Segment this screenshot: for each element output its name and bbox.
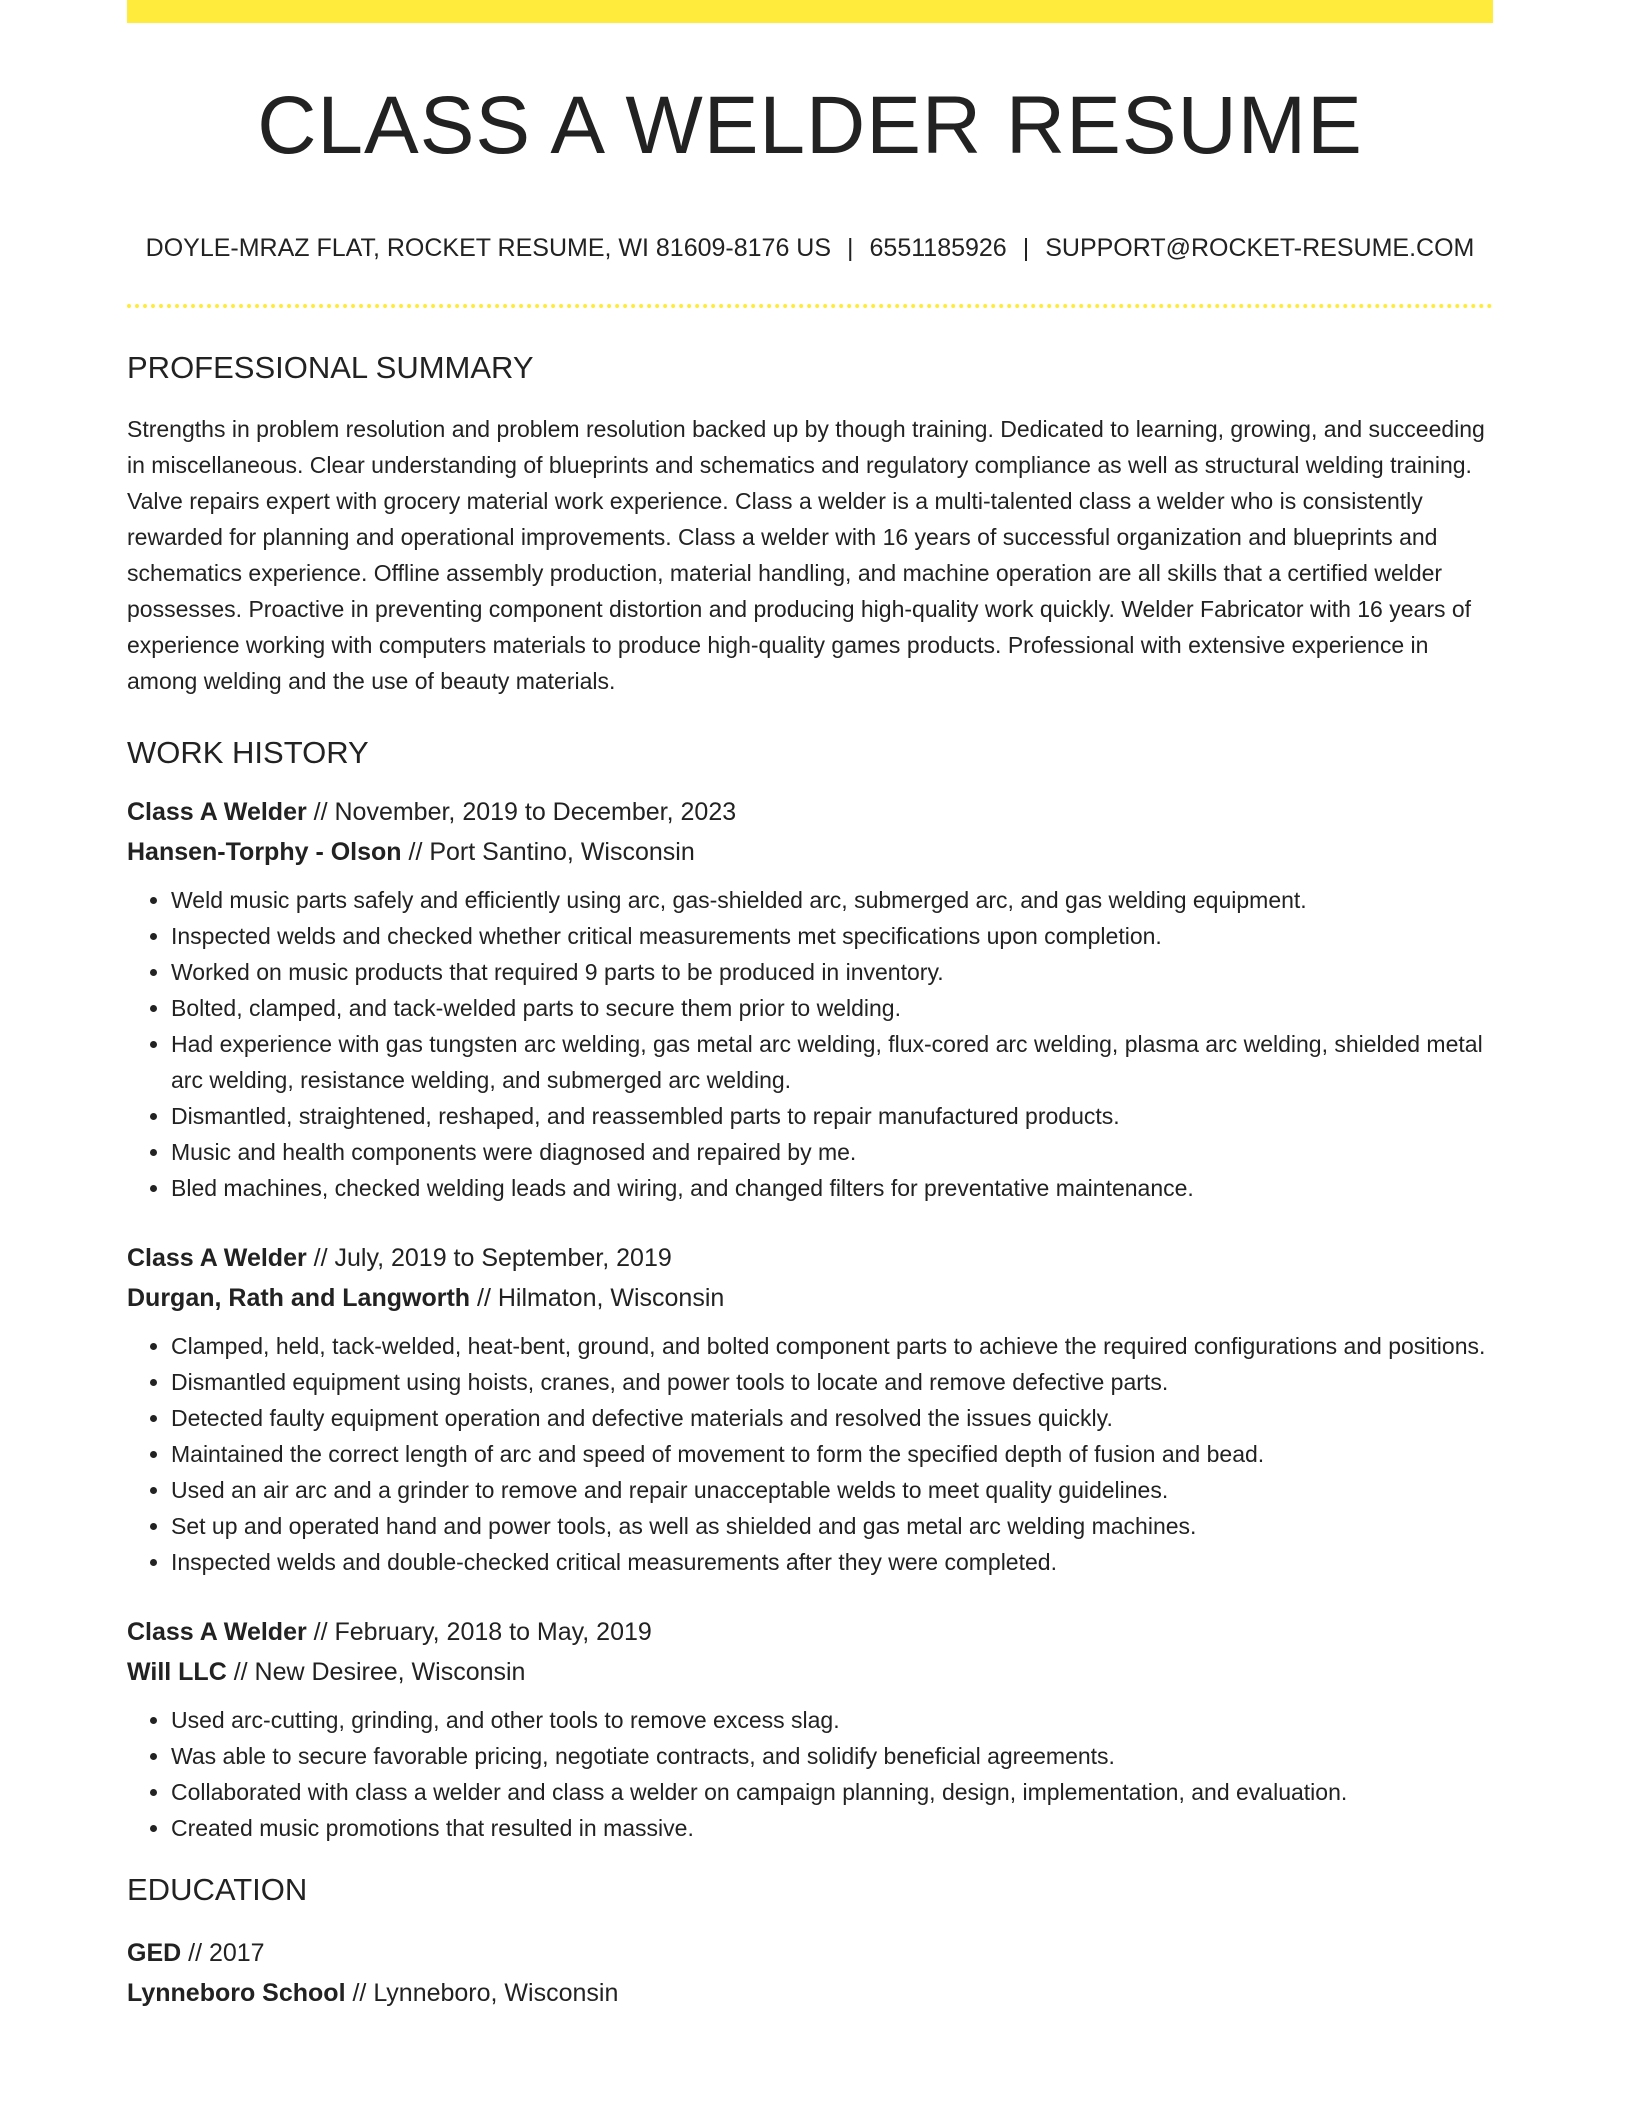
education-heading: EDUCATION <box>127 1871 308 1907</box>
job-bullet: • Detected faulty equipment operation and defective materials and resolved the issues quickly. <box>171 1400 1493 1436</box>
job-bullets <box>127 1328 1493 1580</box>
job-bullet: • Had experience with gas tungsten arc welding, gas metal arc welding, flux-cored arc welding, plasma arc welding, shielded metal arc welding, resistance welding, and submerged arc welding. <box>171 1026 1493 1098</box>
job-bullet: • Collaborated with class a welder and class a welder on campaign planning, design, implementation, and evaluation. <box>171 1774 1493 1810</box>
job-bullet: • Used an air arc and a grinder to remove and repair unacceptable welds to meet quality guidelines. <box>171 1472 1493 1508</box>
job-bullet: • Music and health components were diagnosed and repaired by me. <box>171 1134 1493 1170</box>
accent-top-bar <box>127 0 1493 23</box>
job-entry <box>127 1612 1493 1846</box>
job-bullet: • Weld music parts safely and efficiently using arc, gas-shielded arc, submerged arc, and gas welding equipment. <box>171 882 1493 918</box>
job-bullet: • Clamped, held, tack-welded, heat-bent, ground, and bolted component parts to achieve the required configurations and positions. <box>171 1328 1493 1364</box>
job-bullet: • Used arc-cutting, grinding, and other tools to remove excess slag. <box>171 1702 1493 1738</box>
job-title-line <box>127 792 1493 832</box>
job-bullet: • Created music promotions that resulted in massive. <box>171 1810 1493 1846</box>
job-bullets <box>127 1702 1493 1846</box>
job-bullet: • Maintained the correct length of arc and speed of movement to form the specified depth of fusion and bead. <box>171 1436 1493 1472</box>
job-bullet: • Dismantled equipment using hoists, cranes, and power tools to locate and remove defective parts. <box>171 1364 1493 1400</box>
job-dates: // July, 2019 to September, 2019 <box>306 1243 672 1272</box>
job-company: Durgan, Rath and Langworth <box>127 1283 471 1312</box>
job-bullet: • Bolted, clamped, and tack-welded parts to secure them prior to welding. <box>171 990 1493 1026</box>
job-title-line <box>127 1612 1493 1652</box>
contact-email[interactable]: SUPPORT@ROCKET-RESUME.COM <box>1045 234 1475 262</box>
job-company: Will LLC <box>127 1657 227 1686</box>
job-bullet: • Worked on music products that required 9 parts to be produced in inventory. <box>171 954 1493 990</box>
job-bullets <box>127 882 1493 1206</box>
education-location: // Lynneboro, Wisconsin <box>345 1978 619 2007</box>
job-location: // New Desiree, Wisconsin <box>226 1657 526 1686</box>
job-entry <box>127 1238 1493 1580</box>
job-entry <box>127 792 1493 1206</box>
job-dates: // November, 2019 to December, 2023 <box>306 797 737 826</box>
education-school-line <box>127 1973 1493 2013</box>
job-bullet: • Was able to secure favorable pricing, negotiate contracts, and solidify beneficial agreements. <box>171 1738 1493 1774</box>
education-degree: GED <box>127 1938 182 1967</box>
job-title: Class A Welder <box>127 1243 307 1272</box>
summary-heading: PROFESSIONAL SUMMARY <box>127 349 534 385</box>
job-bullet: • Set up and operated hand and power tools, as well as shielded and gas metal arc welding machines. <box>171 1508 1493 1544</box>
job-company-line <box>127 832 1493 872</box>
education-entry <box>127 1933 1493 2013</box>
contact-separator: | <box>1022 234 1030 262</box>
job-bullet: • Bled machines, checked welding leads and wiring, and changed filters for preventative maintenance. <box>171 1170 1493 1206</box>
job-title: Class A Welder <box>127 1617 307 1646</box>
education-school: Lynneboro School <box>127 1978 346 2007</box>
dotted-divider <box>127 304 1493 308</box>
job-location: // Hilmaton, Wisconsin <box>470 1283 725 1312</box>
education-degree-line <box>127 1933 1493 1973</box>
work-history-heading: WORK HISTORY <box>127 734 369 770</box>
job-company-line <box>127 1278 1493 1318</box>
resume-title: CLASS A WELDER RESUME <box>257 80 1363 171</box>
job-company-line <box>127 1652 1493 1692</box>
resume-page <box>127 0 1493 2013</box>
contact-address: DOYLE-MRAZ FLAT, ROCKET RESUME, WI 81609-8176 US <box>145 234 832 262</box>
job-dates: // February, 2018 to May, 2019 <box>306 1617 652 1646</box>
job-bullet: • Inspected welds and double-checked critical measurements after they were completed. <box>171 1544 1493 1580</box>
job-company: Hansen-Torphy - Olson <box>127 837 402 866</box>
contact-phone[interactable]: 6551185926 <box>869 234 1007 262</box>
contact-line <box>127 235 1493 263</box>
job-bullet: • Inspected welds and checked whether critical measurements met specifications upon completion. <box>171 918 1493 954</box>
contact-separator: | <box>847 234 854 262</box>
job-title-line <box>127 1238 1493 1278</box>
job-location: // Port Santino, Wisconsin <box>401 837 695 866</box>
job-title: Class A Welder <box>127 797 307 826</box>
education-year: // 2017 <box>181 1938 265 1967</box>
summary-text: Strengths in problem resolution and problem resolution backed up by though training. Dedicated to learning, growing, and succeeding in miscellaneous. Clear understanding of blueprints and schematics and regulatory compliance as well as structural welding training. Valve repairs expert with grocery material work experience. Class a welder is a multi-talented class a welder who is consistently rewarded for planning and operational improvements. Class a welder with 16 years of successful organization and blueprints and schematics experience. Offline assembly production, material handling, and machine operation are all skills that a certified welder possesses. Proactive in preventing component distortion and producing high-quality work quickly. Welder Fabricator with 16 years of experience working with computers materials to produce high-quality games products. Professional with extensive experience in among welding and the use of beauty materials. <box>127 415 1485 694</box>
job-bullet: • Dismantled, straightened, reshaped, and reassembled parts to repair manufactured products. <box>171 1098 1493 1134</box>
